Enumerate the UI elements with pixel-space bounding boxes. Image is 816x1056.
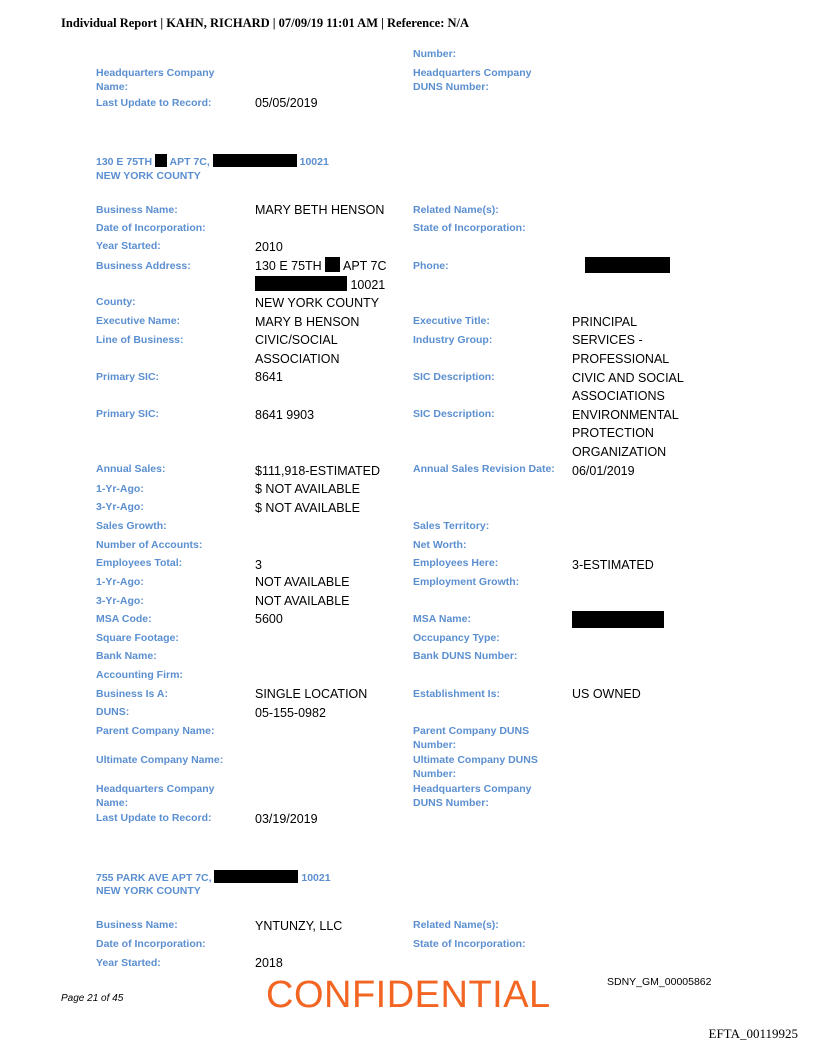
redaction-block	[214, 870, 298, 883]
accounting-firm-label: Accounting Firm:	[96, 669, 183, 681]
redaction-block	[155, 154, 167, 167]
annual-sales-label: Annual Sales:	[96, 463, 166, 475]
phone-redaction	[585, 257, 670, 273]
phone-label: Phone:	[413, 260, 449, 272]
business-address-line2	[255, 276, 385, 295]
address-apt: APT 7C	[343, 259, 387, 273]
primary-sic-label: Primary SIC:	[96, 371, 160, 383]
record1-address-heading	[96, 154, 329, 169]
related-names-label: Related Name(s):	[413, 919, 499, 931]
address-zip: 10021	[299, 156, 329, 168]
hq-company-name-label: Headquarters Company Name:	[96, 67, 215, 93]
record1-county-heading: NEW YORK COUNTY	[96, 170, 201, 182]
msa-code-value: 5600	[255, 612, 283, 626]
establishment-is-label: Establishment Is:	[413, 688, 500, 700]
one-yr-ago-emp-label: 1-Yr-Ago:	[96, 576, 144, 588]
bank-duns-label: Bank DUNS Number:	[413, 650, 518, 662]
last-update-value: 03/19/2019	[255, 812, 318, 826]
number-label: Number:	[413, 48, 457, 60]
sales-growth-label: Sales Growth:	[96, 520, 167, 532]
line-of-business-label: Line of Business:	[96, 334, 184, 346]
industry-group-value: SERVICES -	[572, 333, 643, 347]
business-is-a-label: Business Is A:	[96, 688, 168, 700]
employment-growth-label: Employment Growth:	[413, 576, 520, 588]
primary-sic-value: 8641	[255, 370, 283, 384]
executive-title-value: PRINCIPAL	[572, 315, 638, 329]
business-address-value	[255, 257, 387, 276]
annual-sales-revision-date-label: Annual Sales Revision Date:	[413, 463, 555, 475]
msa-name-label: MSA Name:	[413, 613, 471, 625]
occupancy-type-label: Occupancy Type:	[413, 632, 500, 644]
redaction-block	[213, 154, 297, 167]
bank-name-label: Bank Name:	[96, 650, 157, 662]
sic-description-value-2: PROTECTION	[572, 426, 654, 440]
one-yr-ago-sales-label: 1-Yr-Ago:	[96, 483, 144, 495]
business-name-label: Business Name:	[96, 204, 178, 216]
redaction-block	[325, 257, 340, 272]
year-started-value: 2018	[255, 956, 283, 970]
employees-here-label: Employees Here:	[413, 557, 499, 569]
sic-description-label: SIC Description:	[413, 371, 495, 383]
sic-description-value: CIVIC AND SOCIAL	[572, 371, 684, 385]
executive-title-label: Executive Title:	[413, 315, 490, 327]
record2-address-heading	[96, 870, 331, 885]
industry-group-label: Industry Group:	[413, 334, 493, 346]
address-street: 130 E 75TH	[96, 156, 153, 168]
year-started-label: Year Started:	[96, 240, 161, 252]
last-update-value: 05/05/2019	[255, 96, 318, 110]
employees-total-label: Employees Total:	[96, 557, 183, 569]
state-incorporation-label: State of Incorporation:	[413, 222, 526, 234]
county-value: NEW YORK COUNTY	[255, 296, 380, 310]
duns-value: 05-155-0982	[255, 706, 326, 720]
sic-description-label: SIC Description:	[413, 408, 495, 420]
sic-description-value: ENVIRONMENTAL	[572, 408, 679, 422]
ultimate-duns-label: Ultimate Company DUNS Number:	[413, 754, 538, 780]
net-worth-label: Net Worth:	[413, 539, 467, 551]
three-yr-ago-emp-label: 3-Yr-Ago:	[96, 595, 144, 607]
employees-here-value: 3-ESTIMATED	[572, 558, 654, 572]
last-update-label: Last Update to Record:	[96, 812, 212, 824]
one-yr-ago-emp-value: NOT AVAILABLE	[255, 575, 350, 589]
address-street: 755 PARK AVE APT 7C,	[96, 872, 212, 884]
business-address-label: Business Address:	[96, 260, 191, 272]
year-started-value: 2010	[255, 240, 283, 254]
confidential-watermark: CONFIDENTIAL	[266, 974, 551, 1016]
line-of-business-value: CIVIC/SOCIAL	[255, 333, 338, 347]
state-incorporation-label: State of Incorporation:	[413, 938, 526, 950]
date-incorporation-label: Date of Incorporation:	[96, 938, 206, 950]
msa-code-label: MSA Code:	[96, 613, 152, 625]
annual-sales-value: $111,918-ESTIMATED	[255, 464, 381, 478]
sic-description-value-2: ASSOCIATIONS	[572, 389, 665, 403]
efta-number: EFTA_00119925	[708, 1026, 798, 1041]
square-footage-label: Square Footage:	[96, 632, 179, 644]
business-name-value: MARY BETH HENSON	[255, 203, 385, 217]
line-of-business-value-2: ASSOCIATION	[255, 352, 340, 366]
business-name-label: Business Name:	[96, 919, 178, 931]
three-yr-ago-emp-value: NOT AVAILABLE	[255, 594, 350, 608]
business-name-value: YNTUNZY, LLC	[255, 919, 343, 933]
executive-name-label: Executive Name:	[96, 315, 181, 327]
county-label: County:	[96, 296, 136, 308]
redaction-block	[255, 276, 347, 291]
parent-company-name-label: Parent Company Name:	[96, 725, 215, 737]
address-apt: APT 7C,	[169, 156, 210, 168]
executive-name-value: MARY B HENSON	[255, 315, 360, 329]
hq-duns-label: Headquarters Company DUNS Number:	[413, 783, 532, 809]
parent-duns-label: Parent Company DUNS Number:	[413, 725, 530, 751]
primary-sic-value: 8641 9903	[255, 408, 315, 422]
page-number: Page 21 of 45	[61, 993, 124, 1004]
duns-label: DUNS:	[96, 706, 130, 718]
ultimate-company-name-label: Ultimate Company Name:	[96, 754, 224, 766]
year-started-label: Year Started:	[96, 957, 161, 969]
industry-group-value-2: PROFESSIONAL	[572, 352, 670, 366]
employees-total-value: 3	[255, 558, 262, 572]
three-yr-ago-sales-label: 3-Yr-Ago:	[96, 501, 144, 513]
establishment-is-value: US OWNED	[572, 687, 641, 701]
primary-sic-label: Primary SIC:	[96, 408, 160, 420]
three-yr-ago-sales-value: $ NOT AVAILABLE	[255, 501, 360, 515]
related-names-label: Related Name(s):	[413, 204, 499, 216]
hq-duns-label: Headquarters Company DUNS Number:	[413, 67, 532, 93]
address-street: 130 E 75TH	[255, 259, 322, 273]
msa-name-redaction	[572, 611, 664, 628]
address-zip: 10021	[350, 278, 386, 292]
date-incorporation-label: Date of Incorporation:	[96, 222, 206, 234]
sales-territory-label: Sales Territory:	[413, 520, 490, 532]
record2-county-heading: NEW YORK COUNTY	[96, 885, 201, 897]
last-update-label: Last Update to Record:	[96, 97, 212, 109]
bates-stamp: SDNY_GM_00005862	[607, 976, 712, 988]
one-yr-ago-sales-value: $ NOT AVAILABLE	[255, 482, 360, 496]
annual-sales-revision-date-value: 06/01/2019	[572, 464, 635, 478]
address-zip: 10021	[301, 872, 331, 884]
number-of-accounts-label: Number of Accounts:	[96, 539, 203, 551]
report-header: Individual Report | KAHN, RICHARD | 07/09/19 11:01 AM | Reference: N/A	[61, 16, 470, 30]
business-is-a-value: SINGLE LOCATION	[255, 687, 368, 701]
sic-description-value-3: ORGANIZATION	[572, 445, 667, 459]
hq-company-name-label: Headquarters Company Name:	[96, 783, 215, 809]
